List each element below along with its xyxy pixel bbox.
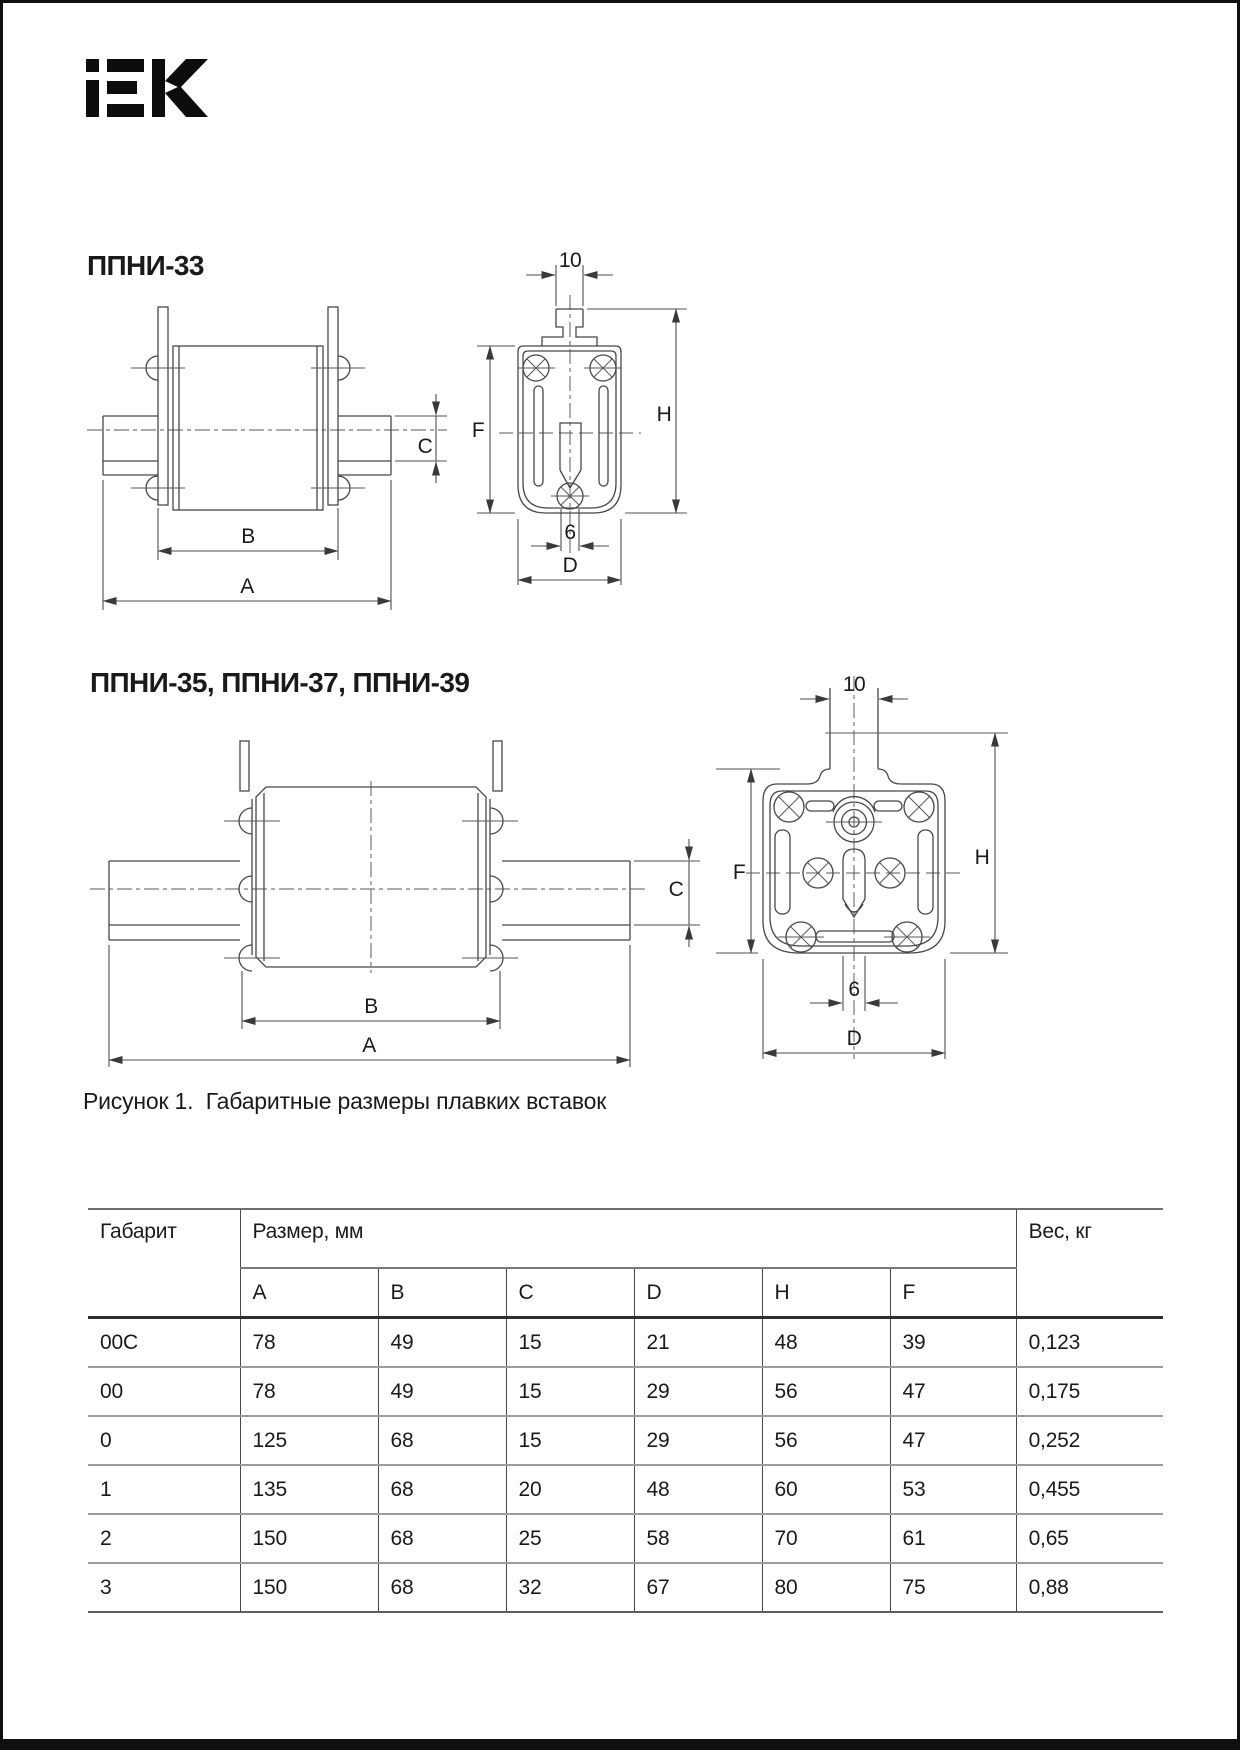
- table-row: [88, 1318, 1163, 1368]
- cell-weight: 0,252: [1016, 1416, 1163, 1465]
- table-subheader-c: C: [506, 1268, 634, 1318]
- iek-logo-glyphs: [86, 59, 208, 117]
- table-subheader-row: [88, 1268, 1163, 1318]
- cell-weight: 0,175: [1016, 1367, 1163, 1416]
- iek-logo: [86, 59, 208, 117]
- table-row: [88, 1514, 1163, 1563]
- cell-a: 78: [240, 1318, 378, 1368]
- cell-d: 29: [634, 1416, 762, 1465]
- cell-b: 49: [378, 1367, 506, 1416]
- cell-d: 29: [634, 1367, 762, 1416]
- dim-label-10: 10: [558, 249, 582, 272]
- cell-gabarit: 3: [88, 1563, 240, 1612]
- cell-a: 150: [240, 1563, 378, 1612]
- ppni-33-side-view-drawing: [85, 298, 455, 618]
- dim-label-f: F: [732, 861, 746, 884]
- cell-h: 60: [762, 1465, 890, 1514]
- table-header-weight: Вес, кг: [1016, 1209, 1163, 1318]
- cell-gabarit: 00: [88, 1367, 240, 1416]
- dim-label-10: 10: [842, 673, 866, 696]
- cell-a: 150: [240, 1514, 378, 1563]
- cell-f: 39: [890, 1318, 1016, 1368]
- dim-label-a: A: [362, 1034, 376, 1057]
- cell-c: 15: [506, 1367, 634, 1416]
- cell-d: 48: [634, 1465, 762, 1514]
- dim-label-f: F: [471, 419, 485, 442]
- table-subheader-h: H: [762, 1268, 890, 1318]
- ppni-35-front-view-drawing: [658, 621, 1028, 1066]
- dim-label-b: B: [364, 995, 378, 1018]
- figure-label-ppni-33: ППНИ-33: [87, 250, 204, 281]
- cell-a: 125: [240, 1416, 378, 1465]
- cell-h: 80: [762, 1563, 890, 1612]
- dim-label-h: H: [656, 403, 672, 426]
- cell-c: 15: [506, 1318, 634, 1368]
- cell-b: 68: [378, 1416, 506, 1465]
- cell-h: 56: [762, 1367, 890, 1416]
- cell-d: 67: [634, 1563, 762, 1612]
- cell-h: 48: [762, 1318, 890, 1368]
- cell-d: 21: [634, 1318, 762, 1368]
- cell-f: 61: [890, 1514, 1016, 1563]
- cell-c: 20: [506, 1465, 634, 1514]
- dim-label-h: H: [974, 846, 990, 869]
- dim-label-c: C: [417, 435, 433, 458]
- cell-f: 75: [890, 1563, 1016, 1612]
- cell-a: 78: [240, 1367, 378, 1416]
- cell-b: 68: [378, 1514, 506, 1563]
- table-subheader-d: D: [634, 1268, 762, 1318]
- table-header-size: Размер, мм: [240, 1209, 1016, 1268]
- figure-caption: Рисунок 1. Габаритные размеры плавких вставок: [83, 1088, 607, 1114]
- dim-label-b: B: [241, 525, 255, 548]
- dim-label-6: 6: [848, 978, 860, 1001]
- table-header-row: [88, 1209, 1163, 1268]
- figure-label-ppni-35-37-39: ППНИ-35, ППНИ-37, ППНИ-39: [90, 667, 470, 698]
- cell-h: 56: [762, 1416, 890, 1465]
- dim-label-d: D: [846, 1027, 862, 1050]
- page-bottom-bar: [3, 1739, 1237, 1747]
- cell-gabarit: 00C: [88, 1318, 240, 1368]
- table-subheader-a: A: [240, 1268, 378, 1318]
- cell-b: 68: [378, 1465, 506, 1514]
- cell-gabarit: 2: [88, 1514, 240, 1563]
- dim-label-6: 6: [564, 521, 576, 544]
- table-row: [88, 1367, 1163, 1416]
- dim-label-d: D: [562, 554, 578, 577]
- cell-f: 47: [890, 1367, 1016, 1416]
- ppni-35-side-view-drawing: [88, 703, 708, 1078]
- table-header-gabarit: Габарит: [88, 1209, 240, 1318]
- cell-d: 58: [634, 1514, 762, 1563]
- cell-gabarit: 1: [88, 1465, 240, 1514]
- cell-f: 47: [890, 1416, 1016, 1465]
- cell-h: 70: [762, 1514, 890, 1563]
- cell-b: 49: [378, 1318, 506, 1368]
- cell-weight: 0,455: [1016, 1465, 1163, 1514]
- cell-weight: 0,88: [1016, 1563, 1163, 1612]
- cell-b: 68: [378, 1563, 506, 1612]
- table-subheader-b: B: [378, 1268, 506, 1318]
- ppni-33-front-view-drawing: [431, 251, 711, 587]
- cell-f: 53: [890, 1465, 1016, 1514]
- cell-c: 15: [506, 1416, 634, 1465]
- table-row: [88, 1563, 1163, 1612]
- cell-gabarit: 0: [88, 1416, 240, 1465]
- dim-label-a: A: [240, 575, 254, 598]
- table-row: [88, 1416, 1163, 1465]
- dimensions-table: [88, 1208, 1163, 1613]
- cell-weight: 0,65: [1016, 1514, 1163, 1563]
- table-subheader-f: F: [890, 1268, 1016, 1318]
- cell-a: 135: [240, 1465, 378, 1514]
- dim-label-c: C: [668, 878, 684, 901]
- cell-c: 32: [506, 1563, 634, 1612]
- table-row: [88, 1465, 1163, 1514]
- cell-c: 25: [506, 1514, 634, 1563]
- cell-weight: 0,123: [1016, 1318, 1163, 1368]
